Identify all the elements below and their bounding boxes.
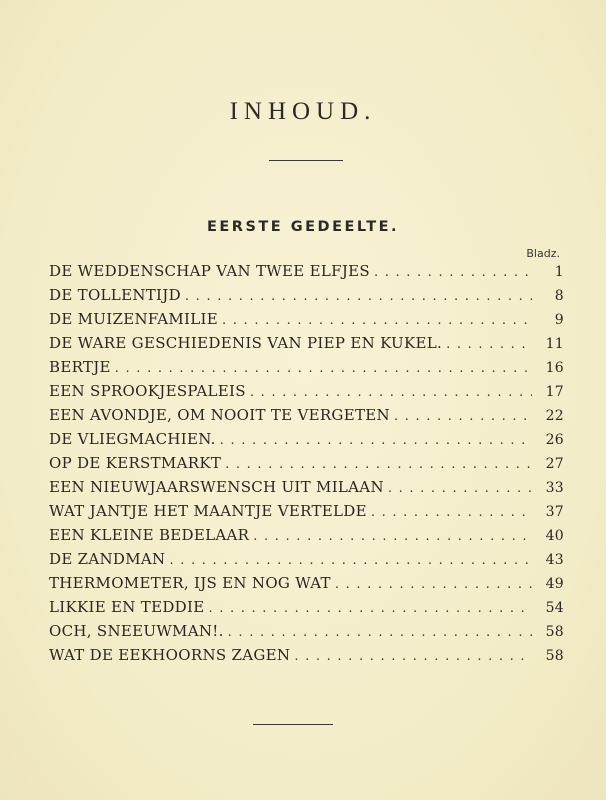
toc-entry-page: 11 [545,336,564,352]
toc-entry [49,550,564,574]
toc-entry [49,502,564,526]
page-column-label: Bladz. [526,247,560,260]
toc-entry-title: EEN NIEUWJAARSWENSCH UIT MILAAN [49,478,384,496]
toc-entry-title: THERMOMETER, IJS EN NOG WAT [49,574,331,592]
dot-leader [222,313,532,328]
toc-entry [49,406,564,430]
toc-entry-title: DE MUIZENFAMILIE [49,310,219,328]
section-heading: EERSTE GEDEELTE. [206,219,400,235]
toc-entry-title: DE WARE GESCHIEDENIS VAN PIEP EN KUKEL. [49,334,443,352]
dot-leader [220,433,532,448]
toc-entry [49,262,564,286]
toc-entry [49,286,564,310]
toc-entry-title: OP DE KERSTMARKT [49,454,222,472]
toc-entry [49,454,564,478]
dot-leader [115,361,532,376]
toc-entry-page: 16 [545,360,564,376]
dot-leader [228,625,532,640]
toc-entry-title: DE VLIEGMACHIEN. [49,430,216,448]
toc-entry-title: DE WEDDENSCHAP VAN TWEE ELFJES [49,262,370,280]
toc-entry-page: 9 [554,312,564,328]
top-divider [269,160,343,161]
toc-entry-title: EEN AVONDJE, OM NOOIT TE VERGETEN [49,406,390,424]
toc-entry-title: WAT DE EEKHOORNS ZAGEN [49,646,291,664]
page-title: INHOUD. [229,98,377,125]
dot-leader [294,649,532,664]
toc-entry [49,574,564,598]
toc-entry-page: 26 [545,432,564,448]
dot-leader [335,577,532,592]
toc-entry [49,598,564,622]
toc-entry [49,310,564,334]
toc-entry-page: 58 [545,624,564,640]
toc-entry-title: WAT JANTJE HET MAANTJE VERTELDE [49,502,367,520]
dot-leader [185,289,532,304]
toc-entry-page: 27 [545,456,564,472]
toc-entry [49,382,564,406]
toc-entry-page: 40 [545,528,564,544]
toc-entry-title: BERTJE [49,358,111,376]
toc-entry-page: 49 [545,576,564,592]
dot-leader [371,505,532,520]
toc-entry-page: 58 [545,648,564,664]
toc-entry [49,478,564,502]
dot-leader [394,409,532,424]
toc-entry-page: 1 [554,264,564,280]
toc-entry [49,334,564,358]
dot-leader [253,529,532,544]
toc-entry-page: 17 [545,384,564,400]
toc-entry-title: EEN KLEINE BEDELAAR [49,526,250,544]
toc-entry [49,526,564,550]
toc-entry [49,430,564,454]
dot-leader [225,457,532,472]
dot-leader [208,601,532,616]
dot-leader [446,337,532,352]
toc-entry-page: 8 [554,288,564,304]
toc-entry-title: DE TOLLENTIJD [49,286,181,304]
dot-leader [250,385,532,400]
toc-entry-title: DE ZANDMAN [49,550,166,568]
dot-leader [169,553,532,568]
toc-entry [49,358,564,382]
dot-leader [374,265,532,280]
toc-entry-title: LIKKIE EN TEDDIE [49,598,205,616]
table-of-contents [49,262,564,670]
toc-entry-page: 22 [545,408,564,424]
toc-entry [49,646,564,670]
toc-entry-page: 37 [545,504,564,520]
toc-entry [49,622,564,646]
toc-entry-title: OCH, SNEEUWMAN!. [49,622,224,640]
toc-entry-page: 33 [545,480,564,496]
toc-entry-page: 54 [545,600,564,616]
toc-entry-page: 43 [545,552,564,568]
dot-leader [388,481,532,496]
toc-entry-title: EEN SPROOKJESPALEIS [49,382,246,400]
bottom-divider [253,724,333,725]
